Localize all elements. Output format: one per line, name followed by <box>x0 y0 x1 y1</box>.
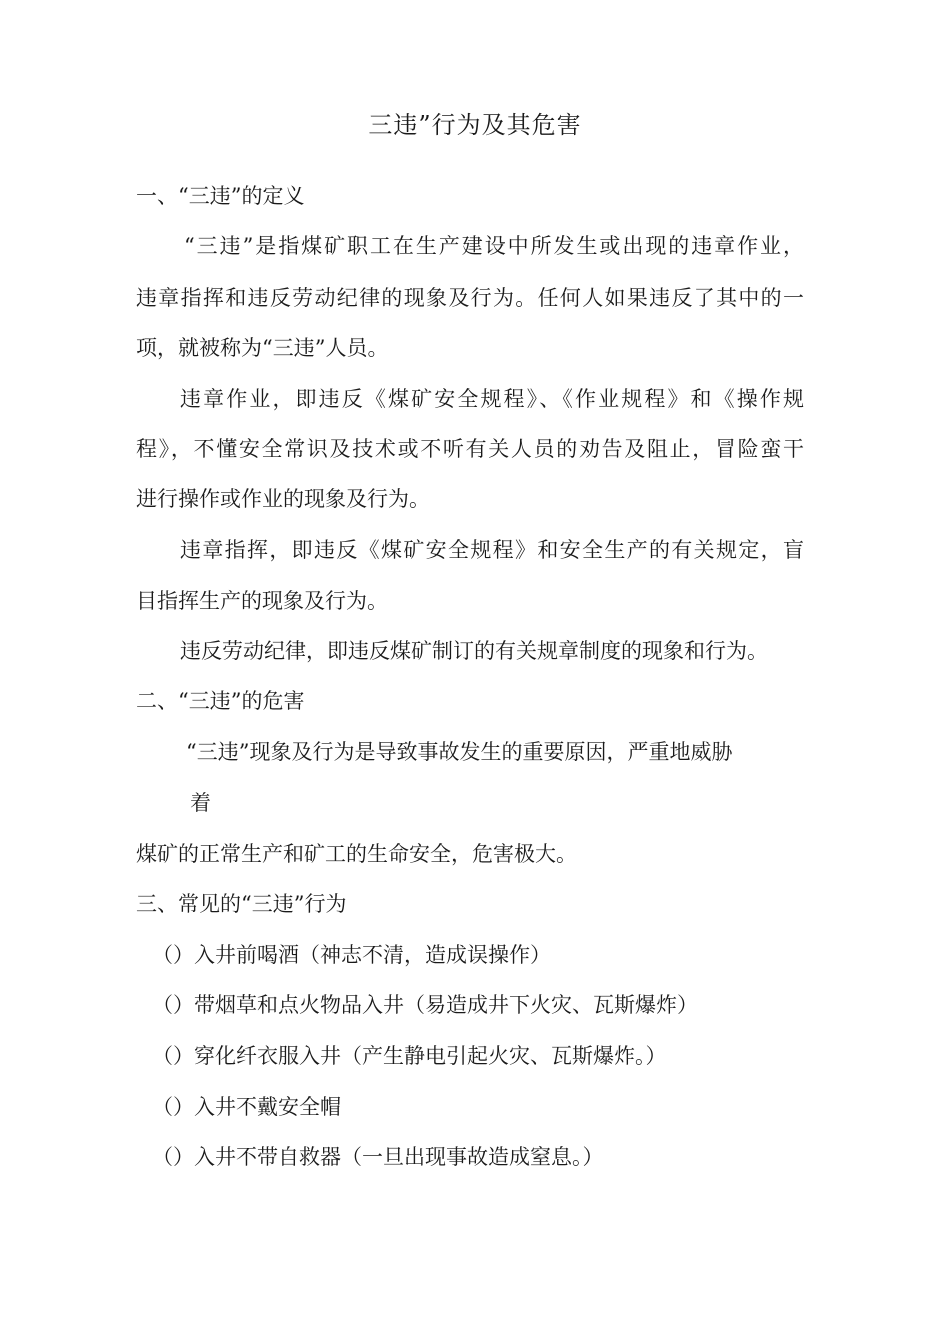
paragraph-line: 目指挥生产的现象及行为。 <box>136 589 388 613</box>
section-heading-definition: 一、“三违”的定义 <box>136 184 305 208</box>
list-item: （）入井前喝酒（神志不清，造成误操作） <box>152 943 551 967</box>
paragraph-line: 项，就被称为“三违”人员。 <box>136 336 389 360</box>
paragraph-line: 违章指挥，即违反《煤矿安全规程》和安全生产的有关规定，盲 <box>180 538 804 562</box>
paragraph-line: 进行操作或作业的现象及行为。 <box>136 487 430 511</box>
paragraph-line: 违章指挥和违反劳动纪律的现象及行为。任何人如果违反了其中的一 <box>136 286 804 310</box>
paragraph-line: “三违”现象及行为是导致事故发生的重要原因，严重地威胁 <box>186 740 733 764</box>
paragraph-line: 违反劳动纪律，即违反煤矿制订的有关规章制度的现象和行为。 <box>180 639 768 663</box>
paragraph-line: 违章作业，即违反《煤矿安全规程》、《作业规程》和《操作规 <box>180 387 804 411</box>
paragraph-line: 煤矿的正常生产和矿工的生命安全，危害极大。 <box>136 842 577 866</box>
paragraph-line: 程》，不懂安全常识及技术或不听有关人员的劝告及阻止，冒险蛮干 <box>136 437 804 461</box>
section-heading-hazards: 二、“三违”的危害 <box>136 689 305 713</box>
list-item: （）入井不带自救器（一旦出现事故造成窒息。） <box>152 1145 604 1169</box>
list-item: （）带烟草和点火物品入井（易造成井下火灾、瓦斯爆炸） <box>152 993 698 1017</box>
paragraph-line: “三违”是指煤矿职工在生产建设中所发生或出现的违章作业， <box>184 234 804 258</box>
list-item: （）穿化纤衣服入井（产生静电引起火灾、瓦斯爆炸。） <box>152 1044 667 1068</box>
paragraph-line: 着 <box>190 791 211 815</box>
document-title: 三违”行为及其危害 <box>368 111 582 139</box>
section-heading-common-violations: 三、常见的“三违”行为 <box>136 892 347 916</box>
list-item: （）入井不戴安全帽 <box>152 1095 341 1119</box>
